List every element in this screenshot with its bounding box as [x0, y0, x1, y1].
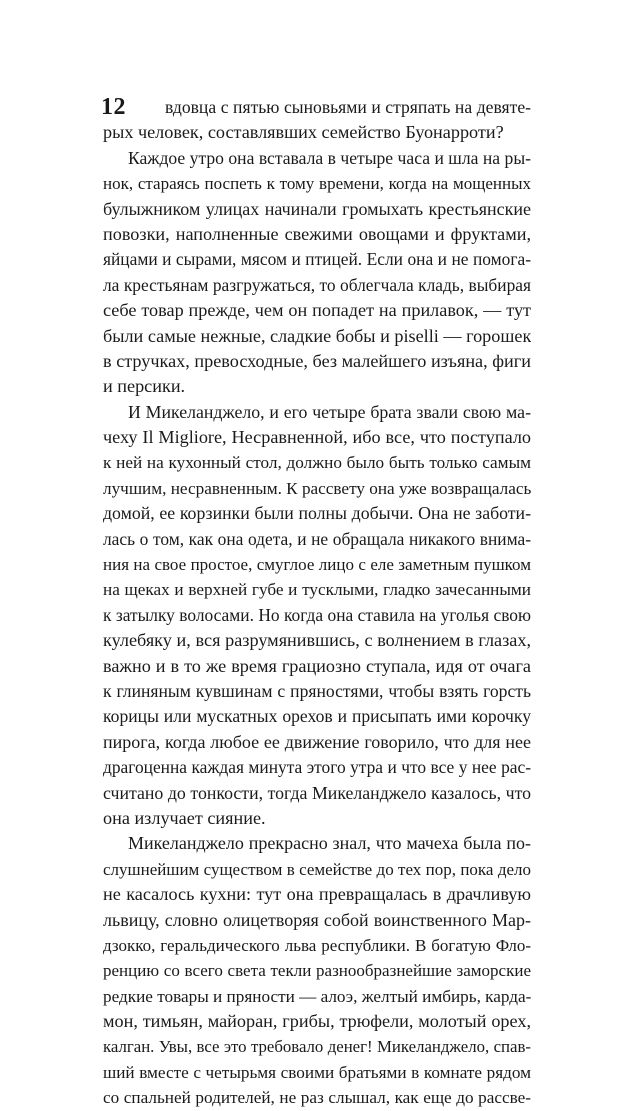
- text-line: важно и в то же время грациозно ступала, идя от очага: [103, 655, 531, 676]
- text-line: в стручках, превосходные, без малейшего изъяна, фиги: [103, 350, 531, 371]
- text-line: к ней на кухонный стол, должно было быть только самым: [103, 453, 531, 473]
- text-line: редкие товары и пряности — алоэ, желтый имбирь, карда-: [103, 986, 531, 1006]
- text-line: рых человек, составлявших семейство Буонарроти?: [103, 122, 504, 143]
- text-line: лучшим, несравненным. К рассвету она уже возвращалась: [103, 478, 531, 498]
- text-line: и персики.: [103, 376, 186, 397]
- text-line: корицы или мускатных орехов и присыпать ими корочку: [103, 706, 531, 727]
- text-line: были самые нежные, сладкие бобы и piselli — горошек: [103, 325, 531, 346]
- text-line: Микеланджело прекрасно знал, что мачеха была по-: [128, 833, 531, 854]
- text-line: драгоценна каждая минута этого утра и что все у нее рас-: [103, 757, 531, 778]
- text-line: булыжником улицах начинали громыхать крестьянские: [103, 198, 531, 219]
- text-line: домой, ее корзинки были полны добычи. Она не заботи-: [103, 503, 531, 524]
- text-line: дзокко, геральдического льва республики. В богатую Фло-: [103, 935, 531, 955]
- page-number: 12: [101, 94, 126, 120]
- text-line: к глиняным кувшинам с пряностями, чтобы взять горсть: [103, 680, 531, 701]
- text-line: к затылку волосами. Но когда она ставила на уголья свою: [103, 604, 531, 625]
- text-line: слушнейшим существом в семействе до тех пор, пока дело: [103, 859, 531, 879]
- text-line: И Микеланджело, и его четыре брата звали свою ма-: [128, 401, 531, 422]
- text-line: считано до тонкости, тогда Микеланджело казалось, что: [103, 782, 531, 803]
- text-line: яйцами и сырами, мясом и птицей. Если она и не помога-: [103, 249, 531, 270]
- text-line: чеху Il Migliore, Несравненной, ибо все, что поступало: [103, 427, 531, 448]
- text-line: львицу, словно олицетворяя собой воинственного Мар-: [103, 909, 531, 930]
- text-line: на щеках и верхней губе и тусклыми, гладко зачесанными: [103, 580, 531, 600]
- text-line: мон, тимьян, майоран, грибы, трюфели, молотый орех,: [103, 1011, 531, 1032]
- text-line: калган. Увы, все это требовало денег! Микеланджело, спав-: [103, 1037, 531, 1057]
- text-line: лась о том, как она одета, и не обращала никакого внима-: [103, 528, 531, 549]
- text-line: она излучает сияние.: [103, 807, 266, 828]
- text-line: нок, стараясь поспеть к тому времени, когда на мощенных: [103, 174, 531, 194]
- text-line: со спальней родителей, не раз слышал, как еще до рассве-: [103, 1088, 531, 1108]
- text-line: себе товар прежде, чем он попадет на прилавок, — тут: [103, 300, 531, 321]
- text-line: Каждое утро она вставала в четыре часа и шла на ры-: [128, 147, 531, 168]
- text-line: ший вместе с четырьмя своими братьями в комнате рядом: [103, 1062, 531, 1082]
- text-line: ния на свое простое, смуглое лицо с еле заметным пушком: [103, 555, 531, 575]
- text-line: ла крестьянам разгружаться, то облегчала кладь, выбирая: [103, 274, 531, 295]
- text-line: ренцию со всего света текли разнообразнейшие заморские: [103, 961, 531, 981]
- body-text: [103, 95, 531, 1111]
- text-line: не касалось кухни: тут она превращалась в драчливую: [103, 884, 531, 905]
- text-line: повозки, наполненные свежими овощами и фруктами,: [103, 223, 531, 244]
- text-line: кулебяку и, вся разрумянившись, с волнением в глазах,: [103, 630, 531, 651]
- text-line: вдовца с пятью сыновьями и стряпать на девяте-: [165, 97, 531, 117]
- text-line: пирога, когда любое ее движение говорило, что для нее: [103, 731, 531, 752]
